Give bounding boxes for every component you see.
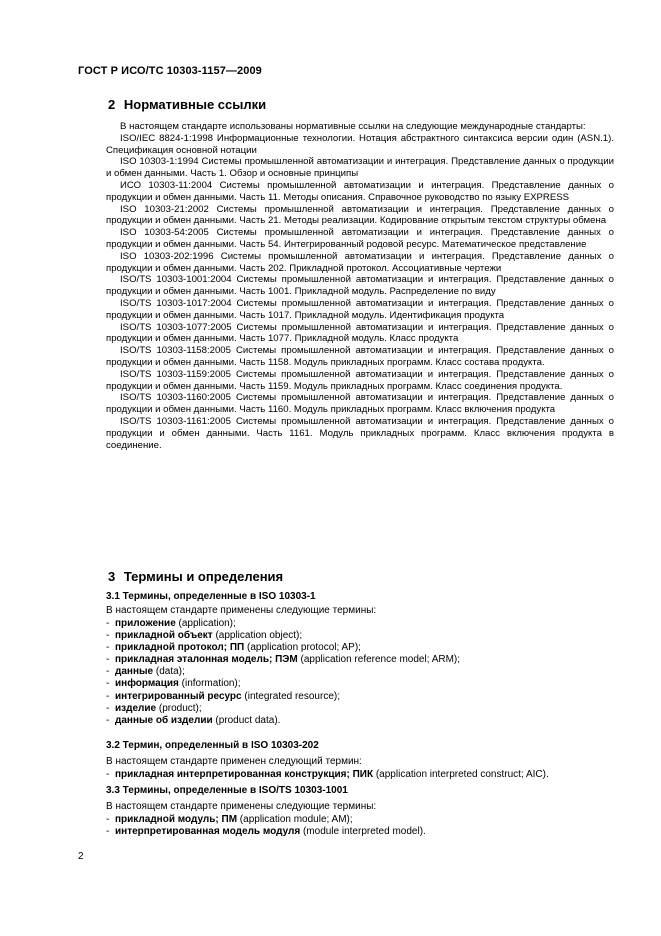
document-header: ГОСТ Р ИСО/ТС 10303-1157—2009 <box>78 65 262 77</box>
section-2-number: 2 <box>108 97 116 112</box>
reference-entry: ISO 10303-1:1994 Системы промышленной автоматизации и интеграция. Представление данных о продукции и обмен данными. Часть 1. Обзор и основные принципы <box>106 156 614 180</box>
term-translation: (application reference model; ARM); <box>297 654 461 666</box>
term-item <box>106 678 460 690</box>
term-name: информация <box>115 678 179 690</box>
reference-entry: ISO/TS 10303-1159:2005 Системы промышленной автоматизации и интеграция. Представление данных о продукции и обмен данными. Часть 1159. Модуль прикладных программ. Класс соединения продукта. <box>106 368 614 392</box>
term-name: приложение <box>115 618 176 629</box>
subsection-3-3-intro: В настоящем стандарте применены следующие термины: <box>106 801 377 812</box>
term-translation: (application); <box>175 618 236 629</box>
reference-entry: ISO 10303-21:2002 Системы промышленной автоматизации и интеграция. Представление данных о продукции и обмен данными. Часть 21. Методы реализации. Кодирование открытым текстом структуры обмена <box>106 203 614 227</box>
list-dash: - <box>106 678 110 690</box>
term-name: прикладной модуль; ПМ <box>115 814 238 825</box>
term-translation: (data); <box>153 666 185 678</box>
term-item <box>106 769 549 781</box>
subsection-3-1-terms <box>106 618 460 727</box>
term-name: интегрированный ресурс <box>115 690 242 702</box>
subsection-3-3-terms <box>106 814 426 838</box>
term-translation: (product data). <box>212 714 281 726</box>
term-translation: (application protocol; AP); <box>244 642 361 654</box>
subsection-3-2-terms <box>106 769 549 781</box>
references-intro: В настоящем стандарте использованы нормативные ссылки на следующие международные стандарты: <box>120 121 586 132</box>
term-item <box>106 703 460 715</box>
term-item <box>106 618 460 630</box>
subsection-3-2-intro: В настоящем стандарте применен следующий термин: <box>106 756 362 767</box>
term-name: данные об изделии <box>115 714 213 726</box>
section-2-title: Нормативные ссылки <box>123 97 267 112</box>
term-item <box>106 642 460 654</box>
page-number: 2 <box>78 851 84 862</box>
term-name: интерпретированная модель модуля <box>115 826 301 838</box>
term-item <box>106 666 460 678</box>
section-3-heading <box>108 569 283 584</box>
list-dash: - <box>106 654 110 666</box>
normative-references-list <box>106 121 614 451</box>
reference-entry: ISO 10303-202:1996 Системы промышленной автоматизации и интеграция. Представление данных о продукции и обмен данными. Часть 202. Прикладной протокол. Ассоциативные чертежи <box>106 250 614 274</box>
reference-entry: ISO/IEC 8824-1:1998 Информационные технологии. Нотация абстрактного синтаксиса версии один (ASN.1). Спецификация основной нотации <box>106 132 614 156</box>
reference-entry: ISO/TS 10303-1160:2005 Системы промышленной автоматизации и интеграция. Представление данных о продукции и обмен данными. Часть 1160. Модуль прикладных программ. Класс включения продукта <box>106 392 614 416</box>
term-translation: (product); <box>156 702 202 714</box>
section-3-number: 3 <box>108 569 116 584</box>
list-dash: - <box>106 714 110 726</box>
list-dash: - <box>106 642 110 654</box>
reference-entry: ИСО 10303-11:2004 Системы промышленной автоматизации и интеграция. Представление данных о продукции и обмен данными. Часть 11. Методы описания. Справочное руководство по языку EXPRESS <box>106 179 614 203</box>
term-translation: (information); <box>178 678 241 690</box>
term-name: данные <box>115 666 154 678</box>
section-2-heading <box>108 97 266 112</box>
reference-entry: ISO/TS 10303-1017:2004 Системы промышленной автоматизации и интеграция. Представление данных о продукции и обмен данными. Часть 1017. Прикладной модуль. Идентификация продукта <box>106 297 614 321</box>
term-translation: (application interpreted construct; AIC). <box>373 769 549 780</box>
term-item <box>106 715 460 727</box>
reference-entry: ISO/TS 10303-1158:2005 Системы промышленной автоматизации и интеграция. Представление данных о продукции и обмен данными. Часть 1158. Модуль прикладных программ. Класс состава продукта. <box>106 345 614 368</box>
list-dash: - <box>106 690 110 702</box>
list-dash: - <box>106 630 110 642</box>
term-translation: (module interpreted model). <box>300 826 426 838</box>
term-translation: (application object); <box>212 630 303 642</box>
list-dash: - <box>106 618 110 629</box>
reference-entry: ISO/TS 10303-1161:2005 Системы промышленной автоматизации и интеграция. Представление данных о продукции и обмен данными. Часть 1161. Модуль прикладных программ. Класс включения продукта в соединение. <box>106 415 614 451</box>
subsection-3-1-title: 3.1 Термины, определенные в ISO 10303-1 <box>106 591 316 602</box>
term-item <box>106 826 426 838</box>
term-translation: (application module; AM); <box>237 814 353 825</box>
term-translation: (integrated resource); <box>241 690 340 702</box>
subsection-3-2-title: 3.2 Термин, определенный в ISO 10303-202 <box>106 740 319 751</box>
term-item <box>106 630 460 642</box>
term-item <box>106 654 460 666</box>
section-3-title: Термины и определения <box>123 569 284 584</box>
term-item <box>106 814 426 826</box>
list-dash: - <box>106 814 110 825</box>
reference-entry: ISO/TS 10303-1001:2004 Системы промышленной автоматизации и интеграция. Представление данных о продукции и обмен данными. Часть 1001. Прикладной модуль. Распределение по виду <box>106 274 614 298</box>
list-dash: - <box>106 702 110 714</box>
subsection-3-1-intro: В настоящем стандарте применены следующие термины: <box>106 605 377 616</box>
term-name: прикладная эталонная модель; ПЭМ <box>115 654 298 666</box>
term-item <box>106 691 460 703</box>
reference-entry: ISO 10303-54:2005 Системы промышленной автоматизации и интеграция. Представление данных о продукции и обмен данными. Часть 54. Интегрированный родовой ресурс. Математическое представление <box>106 227 614 250</box>
list-dash: - <box>106 826 110 838</box>
list-dash: - <box>106 769 110 780</box>
term-name: изделие <box>115 702 157 714</box>
reference-entry: ISO/TS 10303-1077:2005 Системы промышленной автоматизации и интеграция. Представление данных о продукции и обмен данными. Часть 1077. Прикладной модуль. Класс продукта <box>106 321 614 345</box>
term-name: прикладной объект <box>115 630 213 642</box>
list-dash: - <box>106 666 110 678</box>
term-name: прикладной протокол; ПП <box>115 642 245 654</box>
term-name: прикладная интерпретированная конструкция; ПИК <box>115 769 374 780</box>
subsection-3-3-title: 3.3 Термины, определенные в ISO/TS 10303-1001 <box>106 785 348 796</box>
